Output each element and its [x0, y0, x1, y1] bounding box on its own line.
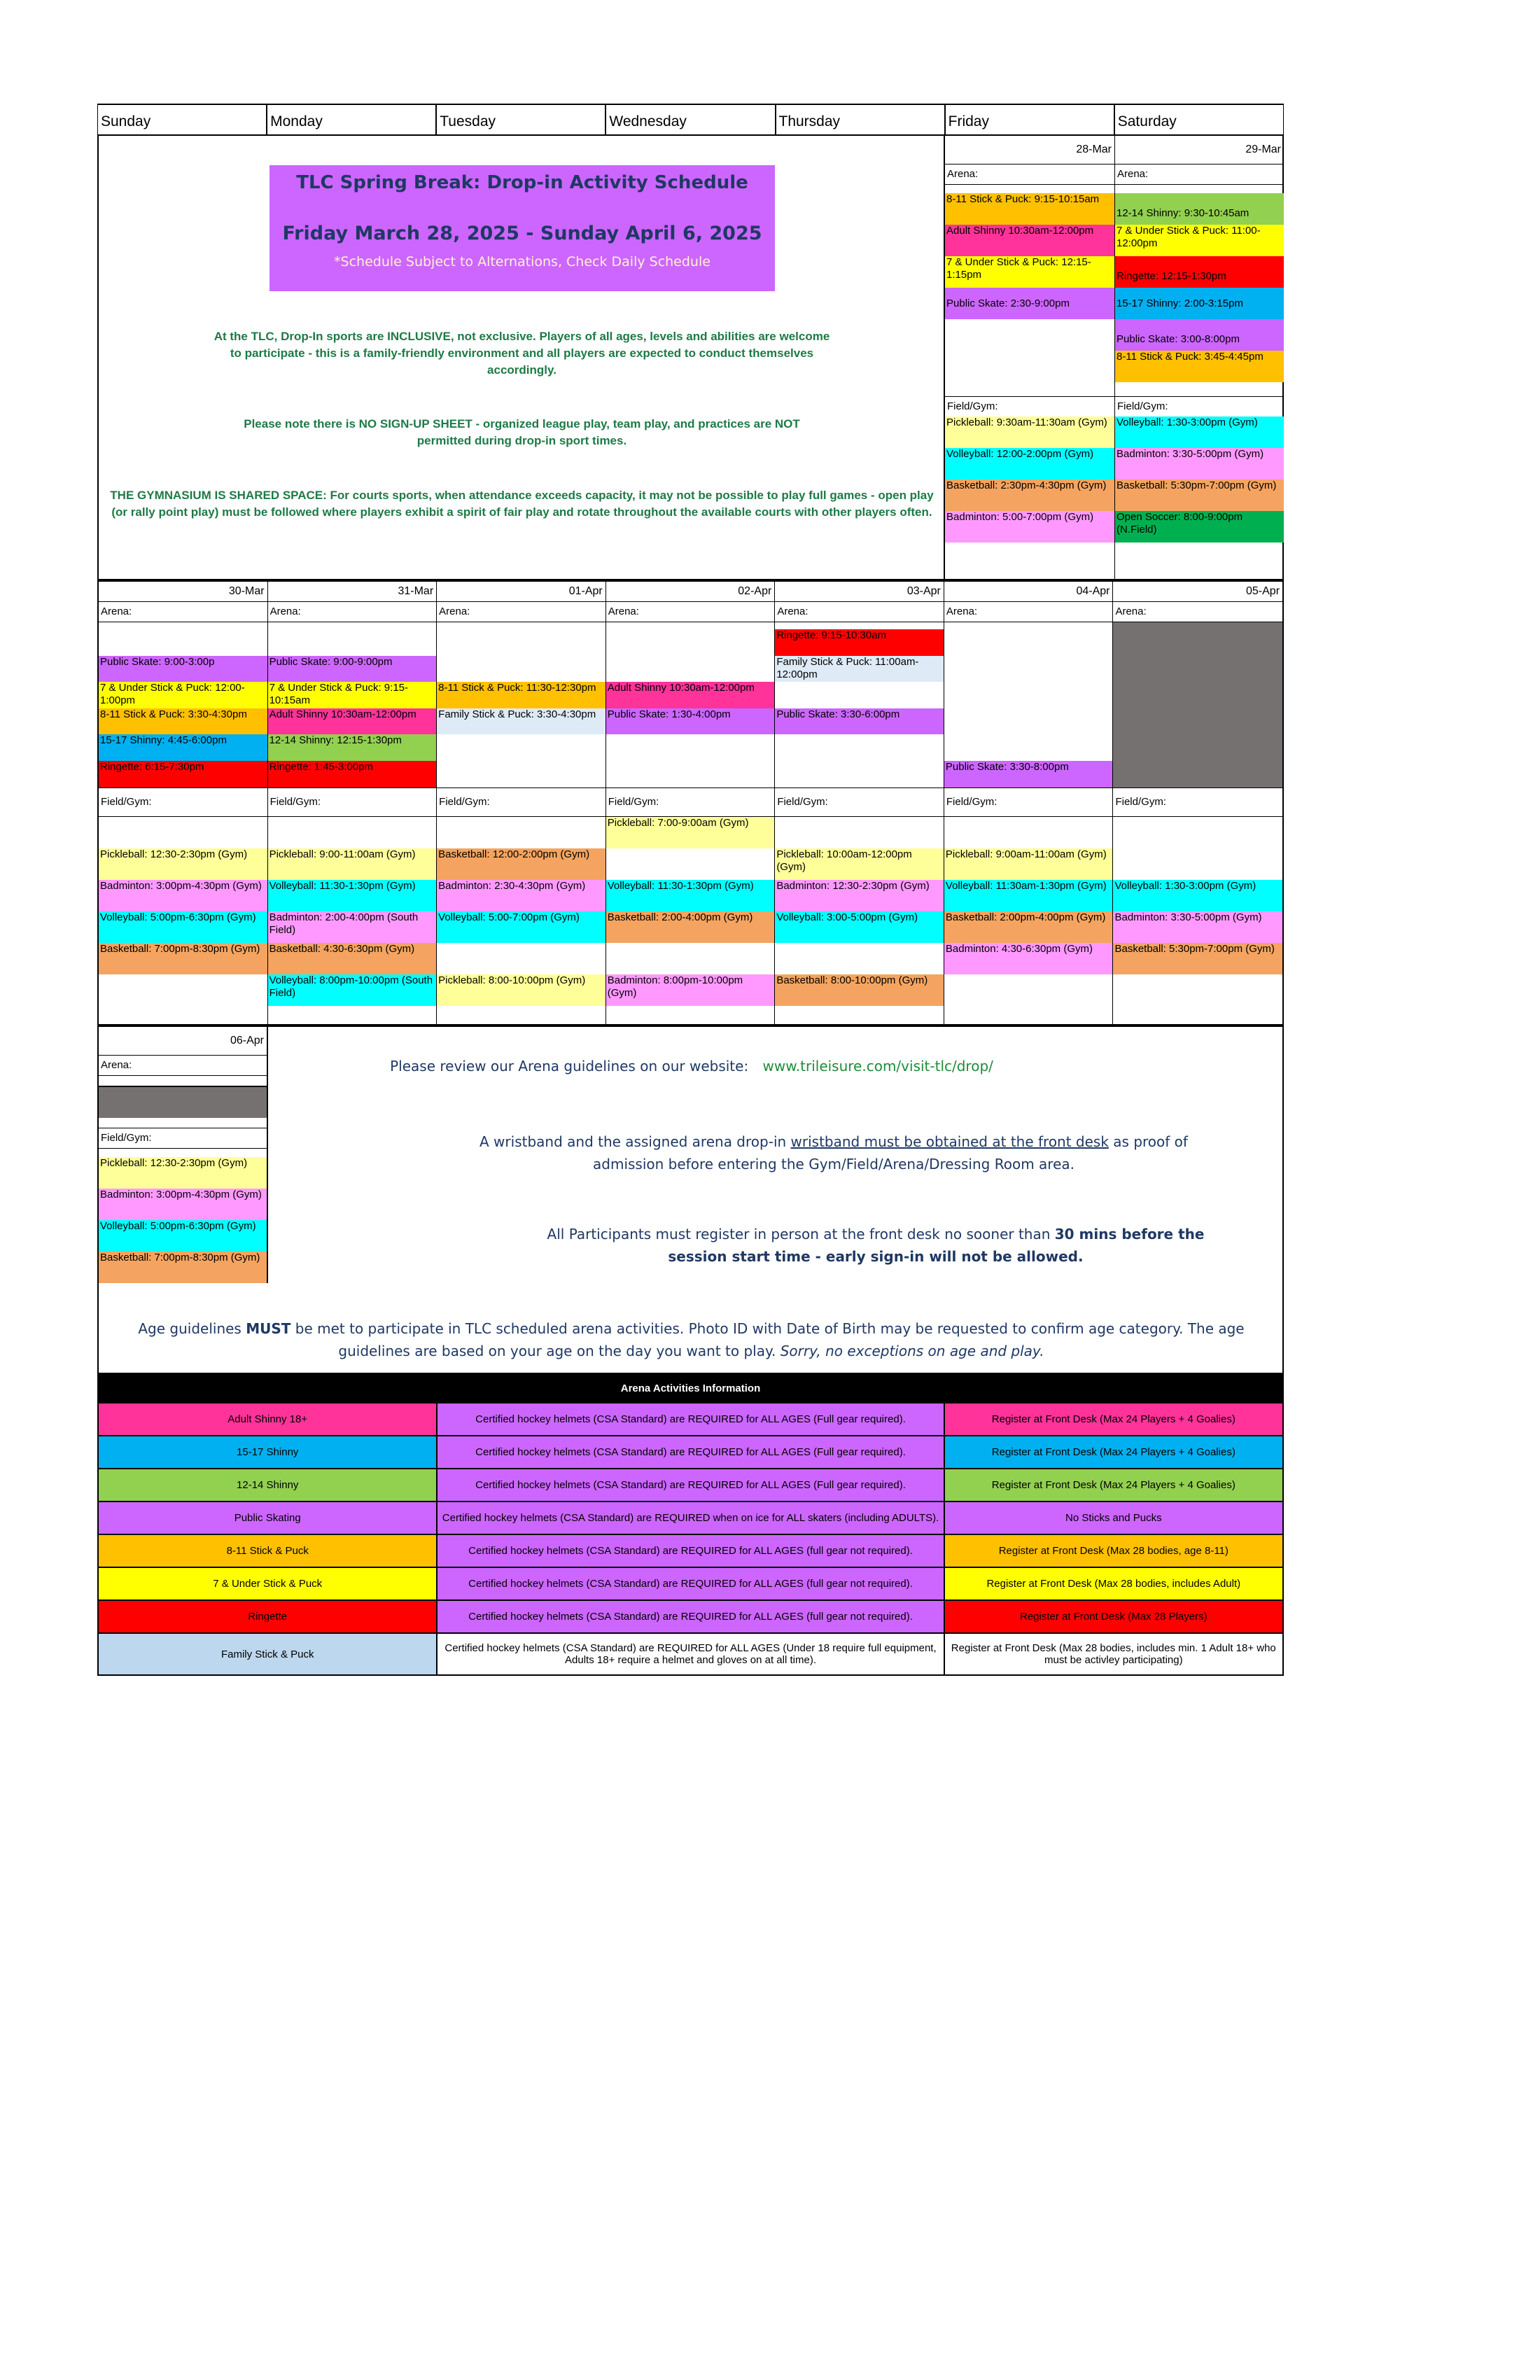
legend-row	[99, 1502, 1282, 1535]
event-pickleball: Pickleball: 12:30-2:30pm (Gym)	[99, 1157, 267, 1189]
event-basketball: Basketball: 2:30pm-4:30pm (Gym)	[945, 479, 1114, 511]
event-volleyball: Volleyball: 11:30am-1:30pm (Gym)	[944, 880, 1113, 911]
event-badminton: Badminton: 2:30-4:30pm (Gym)	[437, 880, 606, 911]
event-public-skate: Public Skate: 3:30-6:00pm	[775, 708, 944, 735]
wristband-text: A wristband and the assigned arena drop-in	[479, 1133, 791, 1150]
date-label: 04-Apr	[1076, 585, 1110, 597]
event-ringette: Ringette: 9:15-10:30am	[775, 629, 944, 656]
arena-slots	[1113, 622, 1282, 788]
day-column	[944, 582, 1114, 1024]
event-badminton: Badminton: 3:30-5:00pm (Gym)	[1113, 911, 1282, 943]
event-public-skate: Public Skate: 1:30-4:00pm	[606, 708, 775, 735]
legend-requirement: Certified hockey helmets (CSA Standard) are REQUIRED for ALL AGES (full gear not required).	[438, 1535, 944, 1567]
day-sat-29	[1115, 136, 1284, 579]
day-header: Sunday	[97, 104, 267, 136]
field-slots	[1113, 817, 1282, 1006]
empty-slot	[99, 817, 267, 848]
banner-title: TLC Spring Break: Drop-in Activity Schedule	[296, 172, 748, 193]
field-label: Field/Gym:	[944, 788, 1113, 817]
legend-activity: Ringette	[99, 1601, 438, 1632]
empty-slot	[944, 656, 1113, 682]
legend-rows	[99, 1404, 1282, 1674]
legend-activity: Family Stick & Puck	[99, 1634, 438, 1674]
legend-registration: Register at Front Desk (Max 28 Players)	[945, 1601, 1282, 1632]
arena-label: Arena:	[606, 601, 775, 622]
event-pickleball: Pickleball: 7:00-9:00am (Gym)	[606, 817, 775, 848]
legend-registration: No Sticks and Pucks	[945, 1502, 1282, 1534]
legend-registration: Register at Front Desk (Max 24 Players + 4 Goalies)	[945, 1469, 1282, 1501]
arena-label: Arena:	[1115, 164, 1284, 185]
age-note	[99, 1317, 1284, 1362]
legend-activity: Adult Shinny 18+	[99, 1404, 438, 1435]
event-basketball: Basketball: 8:00-10:00pm (Gym)	[775, 974, 944, 1006]
event-public-skate: Public Skate: 9:00-9:00pm	[268, 656, 437, 682]
day-column	[268, 582, 438, 1024]
day-header: Saturday	[1114, 104, 1284, 136]
event-adult-shinny-10: Adult Shinny 10:30am-12:00pm	[268, 708, 437, 735]
date-label: 02-Apr	[738, 585, 772, 597]
empty-slot	[99, 974, 267, 1006]
field-slots	[268, 817, 437, 1006]
day-header: Monday	[267, 104, 436, 136]
empty-slot	[775, 943, 944, 974]
day-column	[99, 582, 268, 1024]
empty-slot	[437, 734, 606, 761]
event-volleyball: Volleyball: 11:30-1:30pm (Gym)	[268, 880, 437, 911]
event-badminton: Badminton: 3:00pm-4:30pm (Gym)	[99, 1189, 267, 1220]
register-text: All Participants must register in person at the front desk no sooner than	[547, 1226, 1055, 1242]
event-volleyball: Volleyball: 5:00pm-6:30pm (Gym)	[99, 911, 267, 943]
wristband-text-end: as proof of admission before entering the Gym/Field/Arena/Dressing Room area.	[593, 1133, 1188, 1172]
event-pickleball: Pickleball: 9:00-11:00am (Gym)	[268, 848, 437, 880]
event-ringette: Ringette: 1:45-3:00pm	[268, 761, 437, 788]
event-7-under-stick-puck: 7 & Under Stick & Puck: 12:00-1:00pm	[99, 682, 267, 708]
legend-row	[99, 1469, 1282, 1502]
event-badminton: Badminton: 3:30-5:00pm (Gym)	[1115, 448, 1284, 479]
age-no-exceptions: Sorry, no exceptions on age and play.	[780, 1343, 1044, 1359]
empty-slot	[268, 629, 437, 656]
field-label: Field/Gym:	[775, 788, 944, 817]
event-stick-puck-8-11: 8-11 Stick & Puck: 3:45-4:45pm	[1115, 351, 1284, 382]
register-emphasis: 30 mins before the session start time - early sign-in will not be allowed.	[668, 1226, 1205, 1265]
event-public-skate: Public Skate: 2:30-9:00pm	[945, 288, 1114, 319]
arena-label: Arena:	[944, 601, 1113, 622]
legend-activity: 15-17 Shinny	[99, 1436, 438, 1468]
event-basketball: Basketball: 7:00pm-8:30pm (Gym)	[99, 1252, 267, 1283]
event-volleyball: Volleyball: 12:00-2:00pm (Gym)	[945, 448, 1114, 479]
legend-requirement: Certified hockey helmets (CSA Standard) are REQUIRED for ALL AGES (Under 18 require full equipment, Adults 18+ require a helmet and gloves on at all time).	[438, 1634, 944, 1674]
event-ringette: Ringette: 12:15-1:30pm	[1115, 256, 1284, 288]
event-badminton: Badminton: 12:30-2:30pm (Gym)	[775, 880, 944, 911]
event-adult-shinny: Adult Shinny 10:30am-12:00pm	[945, 225, 1114, 256]
date-label: 06-Apr	[230, 1035, 264, 1046]
event-basketball: Basketball: 12:00-2:00pm (Gym)	[437, 848, 606, 880]
empty-slot	[775, 682, 944, 708]
date-label: 01-Apr	[568, 585, 603, 597]
event-badminton: Badminton: 2:00-4:00pm (South Field)	[268, 911, 437, 943]
field-label: Field/Gym:	[945, 396, 1114, 416]
empty-slot	[944, 734, 1113, 761]
event-public-skate: Public Skate: 9:00-3:00p	[99, 656, 267, 682]
event-12-14-shinny: 12-14 Shinny: 12:15-1:30pm	[268, 734, 437, 761]
legend-title: Arena Activities Information	[99, 1374, 1282, 1404]
arena-slots	[99, 622, 267, 788]
arena-closed-block	[99, 1086, 267, 1118]
event-stick-puck-7u: 7 & Under Stick & Puck: 12:15-1:15pm	[945, 256, 1114, 288]
day-column	[606, 582, 776, 1024]
field-label: Field/Gym:	[99, 788, 267, 817]
event-volleyball: Volleyball: 3:00-5:00pm (Gym)	[775, 911, 944, 943]
arena-label: Arena:	[268, 601, 437, 622]
event-basketball: Basketball: 5:30pm-7:00pm (Gym)	[1115, 479, 1284, 511]
inclusive-note: At the TLC, Drop-In sports are INCLUSIVE, not exclusive. Players of all ages, levels and abilities are welcome to participate - this is a family-friendly environment and all players are expected to conduct themselves accordingly.	[214, 330, 830, 377]
empty-slot	[1113, 708, 1282, 735]
empty-slot	[437, 656, 606, 682]
empty-slot	[775, 761, 944, 788]
event-pickleball: Pickleball: 9:00am-11:00am (Gym)	[944, 848, 1113, 880]
legend-row	[99, 1568, 1282, 1601]
event-volleyball: Volleyball: 1:30-3:00pm (Gym)	[1115, 416, 1284, 448]
empty-slot	[437, 761, 606, 788]
date-label: 03-Apr	[906, 585, 941, 597]
event-basketball: Basketball: 2:00pm-4:00pm (Gym)	[944, 911, 1113, 943]
legend-row	[99, 1404, 1282, 1436]
empty-slot	[606, 761, 775, 788]
week-2	[97, 580, 1284, 1026]
event-family-stick-puck: Family Stick & Puck: 11:00am-12:00pm	[775, 656, 944, 682]
legend-registration: Register at Front Desk (Max 24 Players + 4 Goalies)	[945, 1404, 1282, 1435]
banner-dates: Friday March 28, 2025 - Sunday April 6, 2025	[282, 223, 762, 244]
field-slots	[944, 817, 1113, 1006]
event-open-soccer: Open Soccer: 8:00-9:00pm (N.Field)	[1115, 511, 1284, 542]
empty-slot	[1113, 761, 1282, 788]
legend-table	[97, 1374, 1284, 1676]
event-volleyball: Volleyball: 11:30-1:30pm (Gym)	[606, 880, 775, 911]
week-3-and-info	[97, 1026, 1284, 1374]
signup-note: Please note there is NO SIGN-UP SHEET - organized league play, team play, and practices are NOT permitted during drop-in sport times.	[244, 417, 800, 447]
week-1	[97, 136, 1284, 580]
arena-slots	[944, 622, 1113, 788]
empty-slot	[775, 817, 944, 848]
legend-requirement: Certified hockey helmets (CSA Standard) are REQUIRED for ALL AGES (full gear not required).	[438, 1568, 944, 1600]
empty-slot	[1113, 817, 1282, 848]
empty-slot	[437, 817, 606, 848]
event-shinny-12-14: 12-14 Shinny: 9:30-10:45am	[1115, 193, 1284, 225]
event-volleyball: Volleyball: 5:00-7:00pm (Gym)	[437, 911, 606, 943]
legend-row	[99, 1436, 1282, 1469]
empty-slot	[944, 708, 1113, 735]
date-label: 29-Mar	[1245, 144, 1281, 155]
arena-slots	[437, 622, 606, 788]
event-basketball: Basketball: 4:30-6:30pm (Gym)	[268, 943, 437, 974]
arena-slots	[268, 622, 437, 788]
arena-label: Arena:	[945, 164, 1114, 185]
event-stick-puck-8-11: 8-11 Stick & Puck: 9:15-10:15am	[945, 193, 1114, 225]
legend-activity: 12-14 Shinny	[99, 1469, 438, 1501]
empty-slot	[268, 817, 437, 848]
day-header: Friday	[945, 104, 1114, 136]
day-column	[1113, 582, 1282, 1024]
date-label: 05-Apr	[1246, 585, 1280, 597]
empty-slot	[1113, 629, 1282, 656]
legend-activity: Public Skating	[99, 1502, 438, 1534]
legend-requirement: Certified hockey helmets (CSA Standard) are REQUIRED for ALL AGES (Full gear required).	[438, 1469, 944, 1501]
legend-requirement: Certified hockey helmets (CSA Standard) are REQUIRED for ALL AGES (Full gear required).	[438, 1404, 944, 1435]
day-column	[437, 582, 606, 1024]
field-label: Field/Gym:	[268, 788, 437, 817]
event-basketball: Basketball: 2:00-4:00pm (Gym)	[606, 911, 775, 943]
register-note	[533, 1223, 1219, 1268]
day-header: Wednesday	[606, 104, 775, 136]
legend-registration: Register at Front Desk (Max 28 bodies, includes Adult)	[945, 1568, 1282, 1600]
legend-activity: 8-11 Stick & Puck	[99, 1535, 438, 1567]
event-volleyball: Volleyball: 8:00pm-10:00pm (South Field)	[268, 974, 437, 1006]
event-family-stick-puck: Family Stick & Puck: 3:30-4:30pm	[437, 708, 606, 735]
arena-label: Arena:	[99, 1055, 267, 1076]
date-label: 31-Mar	[398, 585, 434, 597]
event-8-11-stick-puck: 8-11 Stick & Puck: 3:30-4:30pm	[99, 708, 267, 735]
banner-subtitle: *Schedule Subject to Alternations, Check Daily Schedule	[334, 254, 710, 270]
banner	[270, 165, 775, 291]
empty-slot	[606, 848, 775, 880]
event-adult-shinny-10: Adult Shinny 10:30am-12:00pm	[606, 682, 775, 708]
event-badminton: Badminton: 4:30-6:30pm (Gym)	[944, 943, 1113, 974]
empty-slot	[606, 656, 775, 682]
date-label: 28-Mar	[1076, 144, 1112, 155]
day-sun-06	[99, 1027, 268, 1283]
field-slots	[437, 817, 606, 1006]
empty-slot	[944, 629, 1113, 656]
day-column	[775, 582, 944, 1024]
event-pickleball: Pickleball: 8:00-10:00pm (Gym)	[437, 974, 606, 1006]
review-text: Please review our Arena guidelines on our website:	[390, 1058, 749, 1074]
event-pickleball: Pickleball: 12:30-2:30pm (Gym)	[99, 848, 267, 880]
empty-slot	[944, 817, 1113, 848]
legend-requirement: Certified hockey helmets (CSA Standard) are REQUIRED for ALL AGES (Full gear required).	[438, 1436, 944, 1468]
event-basketball: Basketball: 5:30pm-7:00pm (Gym)	[1113, 943, 1282, 974]
event-ringette: Ringette: 6:15-7:30pm	[99, 761, 267, 788]
empty-slot	[944, 682, 1113, 708]
schedule-sheet	[97, 104, 1284, 1676]
event-public-skate: Public Skate: 3:00-8:00pm	[1115, 319, 1284, 351]
event-8-11-stick-puck: 8-11 Stick & Puck: 11:30-12:30pm	[437, 682, 606, 708]
field-slots	[606, 817, 775, 1006]
date-label: 30-Mar	[228, 585, 265, 597]
field-label: Field/Gym:	[99, 1128, 267, 1149]
age-text-2: be met to participate in TLC scheduled arena activities. Photo ID with Date of Birth may be requested to confirm age category. The age guidelines are based on your age on the day you want to play.	[290, 1320, 1245, 1359]
event-pickleball: Pickleball: 10:00am-12:00pm (Gym)	[775, 848, 944, 880]
event-badminton: Badminton: 3:00pm-4:30pm (Gym)	[99, 880, 267, 911]
website-link[interactable]: www.trileisure.com/visit-tlc/drop/	[762, 1058, 993, 1074]
empty-slot	[606, 629, 775, 656]
age-must: MUST	[246, 1320, 291, 1337]
event-volleyball: Volleyball: 1:30-3:00pm (Gym)	[1113, 880, 1282, 911]
legend-row	[99, 1634, 1282, 1674]
empty-slot	[1113, 848, 1282, 880]
event-15-17-shinny: 15-17 Shinny: 4:45-6:00pm	[99, 734, 267, 761]
field-slots	[99, 817, 267, 1006]
arena-label: Arena:	[1113, 601, 1282, 622]
wristband-note	[477, 1130, 1191, 1175]
legend-registration: Register at Front Desk (Max 28 bodies, includes min. 1 Adult 18+ who must be activley participating)	[945, 1634, 1282, 1674]
review-line	[268, 1055, 1115, 1077]
event-shinny-15-17: 15-17 Shinny: 2:00-3:15pm	[1115, 288, 1284, 319]
field-slots	[775, 817, 944, 1006]
week-2-columns	[99, 582, 1282, 1024]
legend-registration: Register at Front Desk (Max 28 bodies, age 8-11)	[945, 1535, 1282, 1567]
legend-requirement: Certified hockey helmets (CSA Standard) are REQUIRED when on ice for ALL skaters (including ADULTS).	[438, 1502, 944, 1534]
arena-slots	[775, 622, 944, 788]
event-volleyball: Volleyball: 5:00pm-6:30pm (Gym)	[99, 1220, 267, 1252]
age-text: Age guidelines	[138, 1320, 246, 1337]
field-label: Field/Gym:	[606, 788, 775, 817]
empty-slot	[437, 629, 606, 656]
event-7-under-stick-puck: 7 & Under Stick & Puck: 9:15-10:15am	[268, 682, 437, 708]
empty-slot	[437, 943, 606, 974]
event-badminton: Badminton: 8:00pm-10:00pm (Gym)	[606, 974, 775, 1006]
empty-slot	[606, 943, 775, 974]
field-label: Field/Gym:	[1113, 788, 1282, 817]
day-header-row	[97, 104, 1284, 136]
empty-slot	[1113, 656, 1282, 682]
arena-label: Arena:	[99, 601, 267, 622]
field-label: Field/Gym:	[1115, 396, 1284, 416]
empty-slot	[99, 629, 267, 656]
arena-slots	[606, 622, 775, 788]
day-fri-28	[945, 136, 1115, 579]
empty-slot	[1113, 734, 1282, 761]
event-stick-puck-7u: 7 & Under Stick & Puck: 11:00-12:00pm	[1115, 225, 1284, 256]
legend-row	[99, 1535, 1282, 1568]
legend-row	[99, 1601, 1282, 1634]
legend-activity: 7 & Under Stick & Puck	[99, 1568, 438, 1600]
field-label: Field/Gym:	[437, 788, 606, 817]
event-pickleball: Pickleball: 9:30am-11:30am (Gym)	[945, 416, 1114, 448]
day-header: Tuesday	[436, 104, 606, 136]
empty-slot	[606, 734, 775, 761]
empty-slot	[944, 974, 1113, 1006]
event-public-skate: Public Skate: 3:30-8:00pm	[944, 761, 1113, 788]
arena-label: Arena:	[775, 601, 944, 622]
empty-slot	[775, 734, 944, 761]
day-header: Thursday	[776, 104, 945, 136]
arena-label: Arena:	[437, 601, 606, 622]
empty-slot	[1113, 974, 1282, 1006]
event-basketball: Basketball: 7:00pm-8:30pm (Gym)	[99, 943, 267, 974]
legend-requirement: Certified hockey helmets (CSA Standard) are REQUIRED for ALL AGES (full gear not required).	[438, 1601, 944, 1632]
legend-registration: Register at Front Desk (Max 24 Players + 4 Goalies)	[945, 1436, 1282, 1468]
event-badminton: Badminton: 5:00-7:00pm (Gym)	[945, 511, 1114, 542]
gym-note: THE GYMNASIUM IS SHARED SPACE: For courts sports, when attendance exceeds capacity, it may not be possible to play full games - open play (or rally point play) must be followed where players exhibit a spirit of fair play and rotate throughout the available courts with other players often.	[110, 489, 934, 519]
intro-panel	[99, 136, 945, 579]
wristband-emphasis: wristband must be obtained at the front desk	[790, 1133, 1109, 1150]
empty-slot	[1113, 682, 1282, 708]
